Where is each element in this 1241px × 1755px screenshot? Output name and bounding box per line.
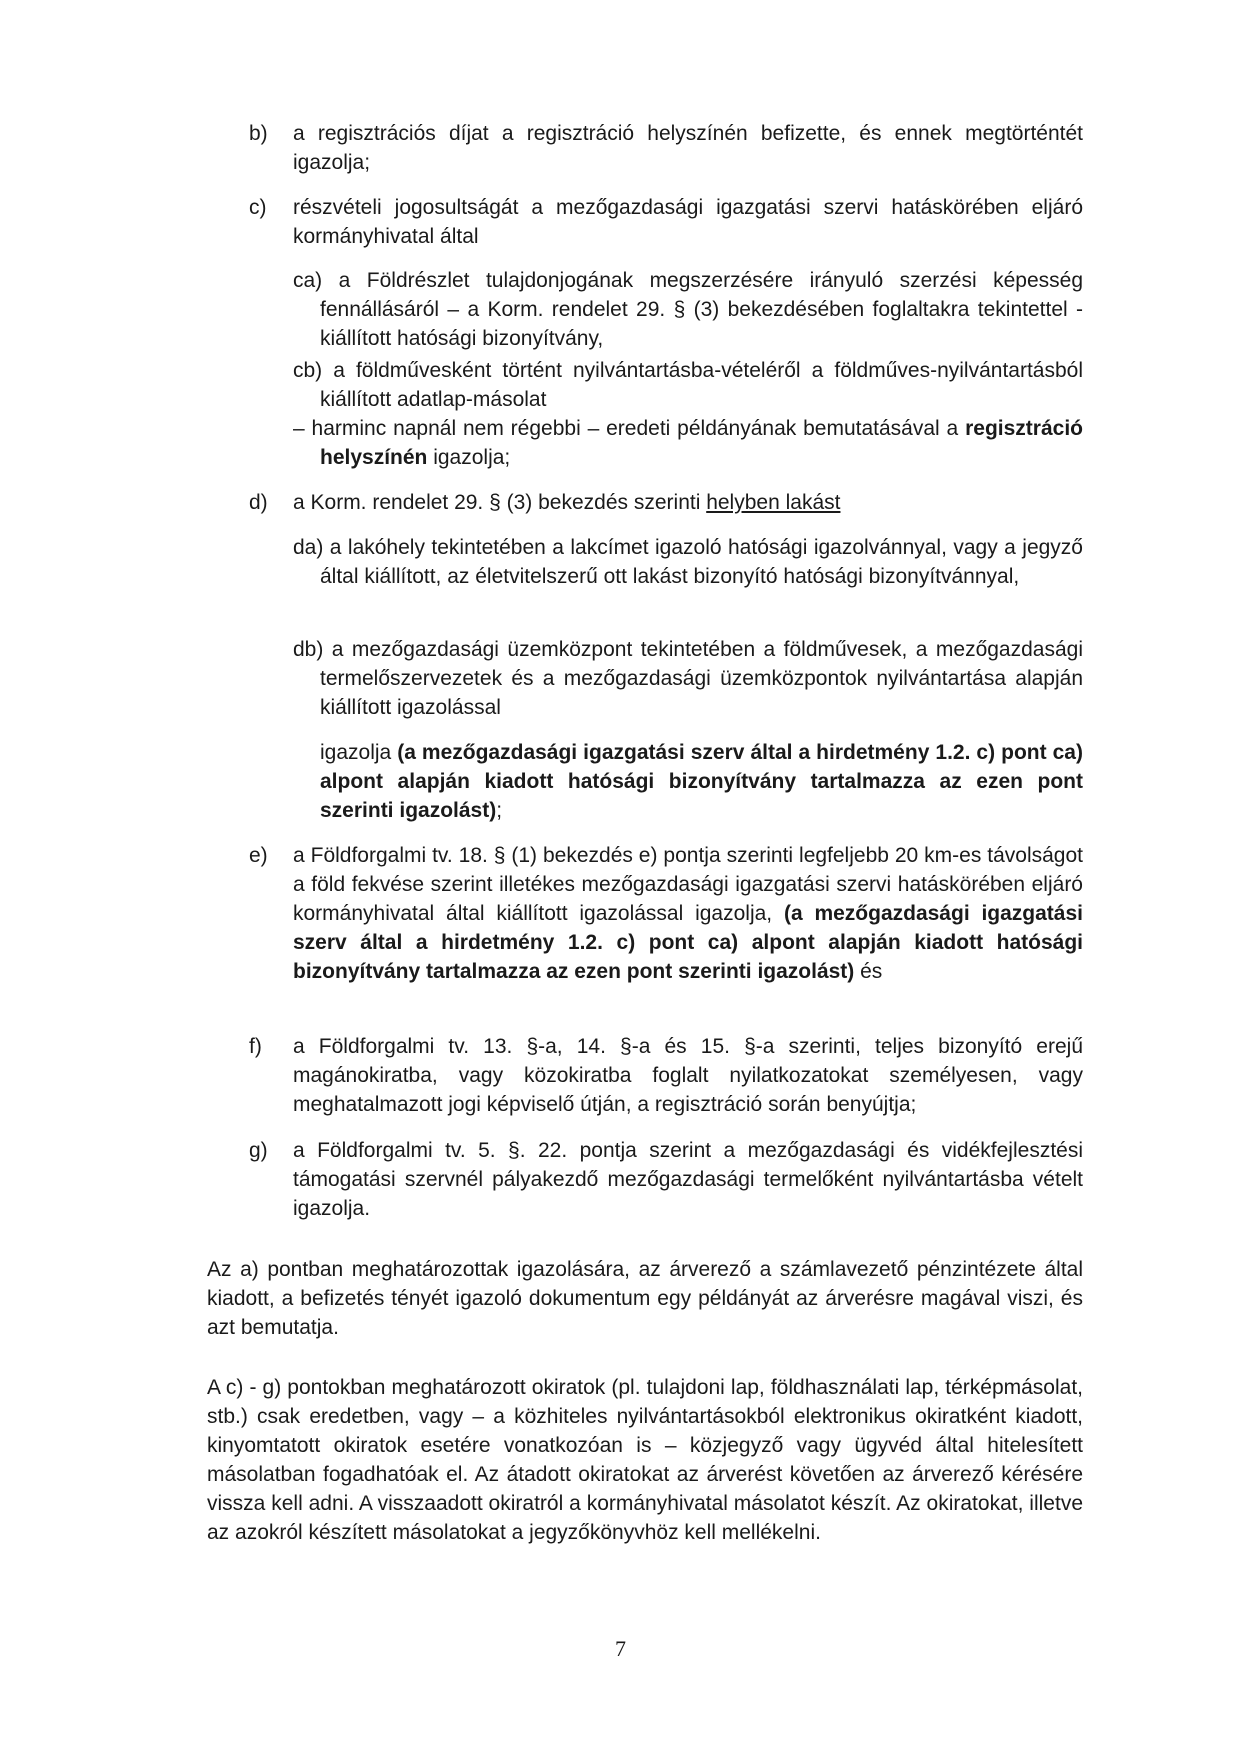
item-da: da) a lakóhely tekintetében a lakcímet igazoló hatósági igazolvánnyal, vagy a jegyző által kiállított, az életvitelszerű ott lakást bizonyító hatósági bizonyítvánnyal, [293, 536, 1083, 588]
item-g-marker: g) [249, 1139, 268, 1162]
item-c-dash-pre: – harminc napnál nem régebbi – eredeti példányának bemutatásával a [293, 417, 959, 440]
page-number: 7 [615, 1636, 626, 1661]
item-c-dash-clause [293, 414, 1083, 472]
item-d-tail [320, 738, 1083, 825]
item-d-line [293, 488, 1083, 517]
item-g-text: a Földforgalmi tv. 5. §. 22. pontja szerint a mezőgazdasági és vidékfejlesztési támogatási szervnél pályakezdő mezőgazdasági termelőként nyilvántartásba vételt igazolja. [293, 1139, 1083, 1220]
item-f-marker: f) [249, 1035, 262, 1058]
item-d-tail-post: ; [496, 799, 503, 822]
paragraph-payment-proof: Az a) pontban meghatározottak igazolására, az árverező a számlavezető pénzintézete által kiadott, a befizetés tényét igazoló dokumentum egy példányát az árverésre magával viszi, és azt bemutatja. [207, 1258, 1083, 1339]
item-e-text-post: és [854, 960, 883, 983]
paragraph-documents: A c) - g) pontokban meghatározott okiratok (pl. tulajdoni lap, földhasználati lap, térképmásolat, stb.) csak eredetben, vagy – a közhiteles nyilvántartásokból elektronikus okiratként kiadott, kinyomtatott okiratok esetére vonatkozóan is – közjegyző vagy ügyvéd által hitelesített másolatban fogadhatóak el. Az átadott okiratokat az árverést követően az árverező kérésére vissza kell adni. A visszaadott okiratról a kormányhivatal másolatot készít. Az okiratokat, illetve az azokról készített másolatokat a jegyzőkönyvhöz kell mellékelni. [207, 1376, 1083, 1544]
item-d-line-underline: helyben lakást [706, 491, 841, 514]
item-e-text [293, 841, 1083, 986]
item-d-tail-pre: igazolja [320, 741, 398, 764]
item-cb: cb) a földművesként történt nyilvántartásba-vételéről a földműves-nyilvántartásból kiállított adatlap-másolat [293, 359, 1083, 411]
item-f-text: a Földforgalmi tv. 13. §-a, 14. §-a és 15. §-a szerinti, teljes bizonyító erejű magánokiratba, vagy közokiratba foglalt nyilatkozatokat személyesen, vagy meghatalmazott jogi képviselő útján, a regisztráció során benyújtja; [293, 1035, 1083, 1116]
item-c-marker: c) [249, 196, 267, 219]
item-e-marker: e) [249, 844, 268, 867]
item-d-line-pre: a Korm. rendelet 29. § (3) bekezdés szerinti [293, 491, 707, 514]
item-d-marker: d) [249, 491, 268, 514]
item-c-line1: részvételi jogosultságát a mezőgazdasági igazgatási szervi hatáskörében eljáró [293, 196, 1083, 219]
item-b-marker: b) [249, 122, 268, 145]
item-c-line2: kormányhivatal által [293, 225, 479, 248]
item-ca: ca) a Földrészlet tulajdonjogának megszerzésére irányuló szerzési képesség fennállásáról – a Korm. rendelet 29. § (3) bekezdésében foglaltakra tekintettel - kiállított hatósági bizonyítvány, [293, 269, 1083, 350]
item-e-text-pre: a Földforgalmi tv. 18. § (1) bekezdés e) pontja szerinti legfeljebb 20 km-es távolságot a föld fekvése szerint illetékes mezőgazdasági igazgatási szervi hatáskörében eljáró kormányhivatal által kiállított igazolással igazolja, [293, 844, 1083, 925]
item-b-line2: igazolja; [293, 151, 371, 174]
item-db: db) a mezőgazdasági üzemközpont tekintetében a földművesek, a mezőgazdasági termelőszervezetek és a mezőgazdasági üzemközpontok nyilvántartása alapján kiállított igazolással [293, 638, 1083, 719]
item-c-dash-bold: regisztráció helyszínén [320, 417, 1083, 469]
item-b-line1: a regisztrációs díjat a regisztráció helyszínén befizette, és ennek megtörténtét [293, 122, 1083, 145]
item-c-dash-post: igazolja; [427, 446, 511, 469]
item-e-text-bold: (a mezőgazdasági igazgatási szerv által a hirdetmény 1.2. c) pont ca) alpont alapján kiadott hatósági bizonyítvány tartalmazza az ezen pont szerinti igazolást) [293, 902, 1083, 983]
item-d-tail-bold: (a mezőgazdasági igazgatási szerv által a hirdetmény 1.2. c) pont ca) alpont alapján kiadott hatósági bizonyítvány tartalmazza az ezen pont szerinti igazolást) [320, 741, 1083, 822]
